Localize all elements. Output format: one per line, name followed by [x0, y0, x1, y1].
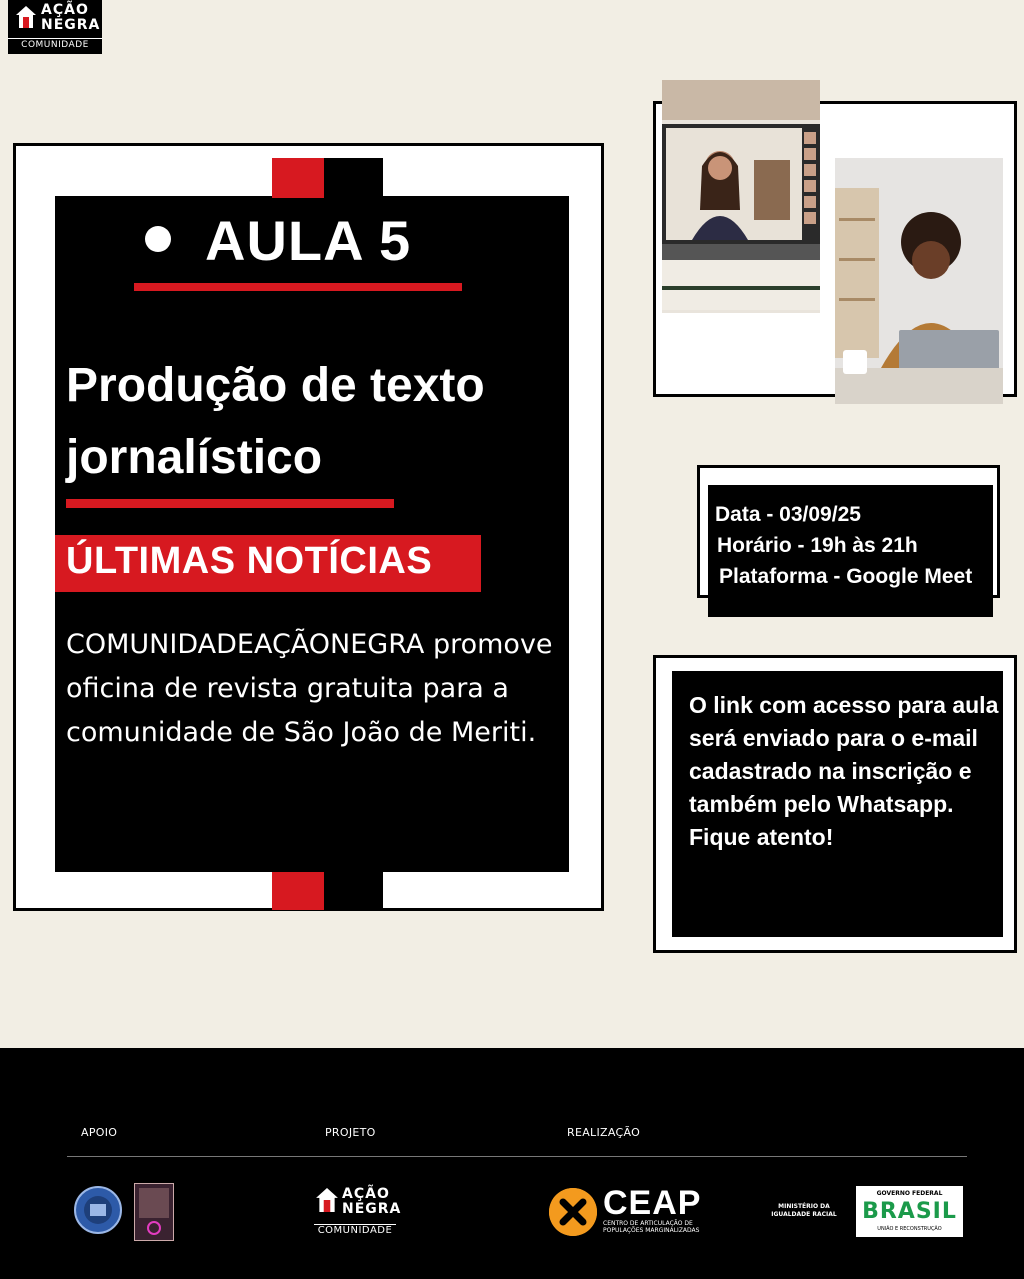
decor-black-tab-top [324, 158, 383, 198]
logo-text-negra: NEGRA [41, 17, 101, 33]
footer-label-realizacao: REALIZAÇÃO [567, 1126, 641, 1139]
footer-label-projeto: PROJETO [325, 1126, 376, 1139]
project-logo-acao: AÇÃO [342, 1186, 390, 1202]
event-date: Data - 03/09/25 [715, 503, 861, 526]
project-logo-negra: NEGRA [342, 1201, 402, 1217]
house-icon [16, 6, 36, 28]
gov-top-text: GOVERNO FEDERAL [876, 1190, 943, 1197]
lesson-number: AULA 5 [205, 209, 412, 272]
footer-divider [67, 1156, 967, 1157]
event-time: Horário - 19h às 21h [717, 534, 918, 557]
news-label: ÚLTIMAS NOTÍCIAS [66, 540, 433, 582]
house-icon [316, 1188, 338, 1212]
supporter-poster-logo [134, 1183, 174, 1241]
ceap-name: CEAP [603, 1184, 702, 1222]
ceap-full-name: CENTRO DE ARTICULAÇÃO DE POPULAÇÕES MARGINALIZADAS [603, 1220, 700, 1234]
lesson-title: Produção de texto jornalístico [66, 359, 485, 484]
ceap-logo-icon [549, 1188, 597, 1236]
photo-video-call [662, 80, 820, 313]
notice-text: O link com acesso para aula será enviado para o e-mail cadastrado na inscrição e também pelo Whatsapp. Fique atento! [689, 692, 999, 850]
brand-logo [8, 0, 102, 54]
decor-black-tab-bottom [324, 872, 383, 910]
logo-text-comunidade: COMUNIDADE [8, 38, 102, 50]
photo-student-laptop [835, 158, 1003, 404]
bullet-icon [145, 226, 171, 252]
project-logo-comunidade: COMUNIDADE [314, 1224, 396, 1236]
divider-red-2 [66, 499, 394, 508]
decor-red-tab-bottom [272, 872, 324, 910]
logo-text-acao: AÇÃO [41, 2, 89, 18]
project-logo [314, 1186, 402, 1240]
footer-label-apoio: APOIO [81, 1126, 118, 1139]
card-description: COMUNIDADEAÇÃONEGRA promove oficina de revista gratuita para a comunidade de São João de Meriti. [66, 629, 553, 748]
gov-brasil-text: BRASIL [862, 1199, 957, 1224]
lesson-heading [145, 208, 411, 273]
escola-de-paz-logo [74, 1186, 122, 1234]
main-card-panel [55, 196, 569, 872]
footer-bar [0, 1048, 1024, 1279]
gov-brasil-logo [856, 1186, 963, 1237]
gov-tagline: UNIÃO E RECONSTRUÇÃO [877, 1226, 942, 1232]
ministry-name: MINISTÉRIO DA IGUALDADE RACIAL [771, 1203, 837, 1218]
decor-red-tab-top [272, 158, 324, 198]
event-platform: Plataforma - Google Meet [719, 565, 973, 588]
divider-red [134, 283, 462, 291]
